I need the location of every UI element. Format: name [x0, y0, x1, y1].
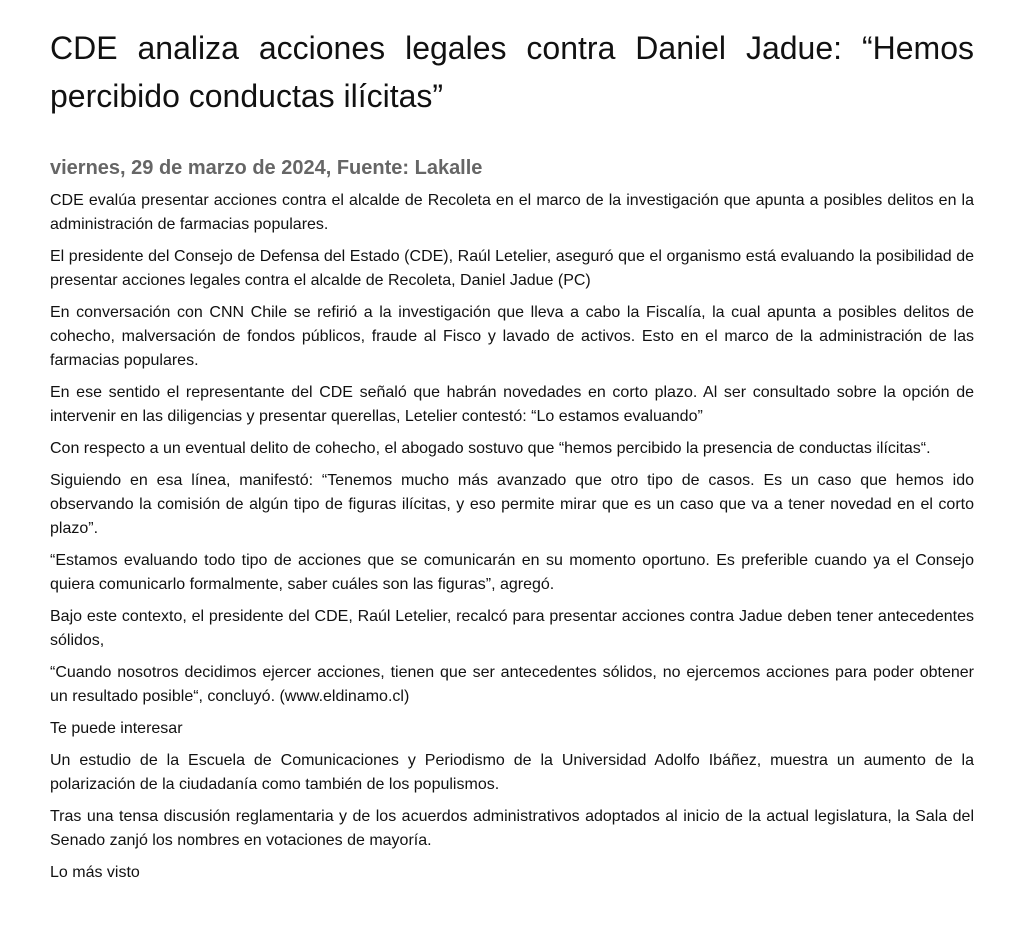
related-item[interactable]: Tras una tensa discusión reglamentaria y de los acuerdos administrativos adoptados al inicio de la actual legislatura, la Sala del Senado zanjó los nombres en votaciones de mayoría. [50, 808, 974, 849]
article-meta: viernes, 29 de marzo de 2024, Fuente: Lakalle [50, 157, 483, 179]
paragraph: En conversación con CNN Chile se refirió a la investigación que lleva a cabo la Fiscalía, la cual apunta a posibles delitos de cohecho, malversación de fondos públicos, fraude al Fisco y lavado de activos. Esto en el marco de la administración de las farmacias populares. [50, 304, 974, 369]
article-body [50, 189, 974, 885]
paragraph: En ese sentido el representante del CDE señaló que habrán novedades en corto plazo. Al ser consultado sobre la opción de intervenir en las diligencias y presentar querellas, Letelier contestó: “Lo estamos evaluando” [50, 384, 974, 425]
related-heading: Te puede interesar [50, 720, 183, 737]
article [50, 0, 974, 893]
paragraph: El presidente del Consejo de Defensa del Estado (CDE), Raúl Letelier, aseguró que el organismo está evaluando la posibilidad de presentar acciones legales contra el alcalde de Recoleta, Daniel Jadue (PC) [50, 248, 974, 289]
related-item[interactable]: Un estudio de la Escuela de Comunicaciones y Periodismo de la Universidad Adolfo Ibáñez, muestra un aumento de la polarización de la ciudadanía como también de los populismos. [50, 752, 974, 793]
paragraph: “Estamos evaluando todo tipo de acciones que se comunicarán en su momento oportuno. Es preferible cuando ya el Consejo quiera comunicarlo formalmente, saber cuáles son las figuras”, agregó. [50, 552, 974, 593]
most-viewed-heading: Lo más visto [50, 864, 140, 881]
paragraph-lead: CDE evalúa presentar acciones contra el alcalde de Recoleta en el marco de la investigación que apunta a posibles delitos en la administración de farmacias populares. [50, 192, 974, 233]
paragraph: “Cuando nosotros decidimos ejercer acciones, tienen que ser antecedentes sólidos, no ejercemos acciones para poder obtener un resultado posible“, concluyó. (www.eldinamo.cl) [50, 664, 974, 705]
paragraph: Bajo este contexto, el presidente del CDE, Raúl Letelier, recalcó para presentar acciones contra Jadue deben tener antecedentes sólidos, [50, 608, 974, 649]
paragraph: Con respecto a un eventual delito de cohecho, el abogado sostuvo que “hemos percibido la presencia de conductas ilícitas“. [50, 440, 931, 457]
paragraph: Siguiendo en esa línea, manifestó: “Tenemos mucho más avanzado que otro tipo de casos. Es un caso que hemos ido observando la comisión de algún tipo de figuras ilícitas, y eso permite mirar que es un caso que va a tener novedad en el corto plazo”. [50, 472, 974, 537]
article-title: CDE analiza acciones legales contra Daniel Jadue: “Hemos percibido conductas ilícitas” [50, 30, 974, 114]
